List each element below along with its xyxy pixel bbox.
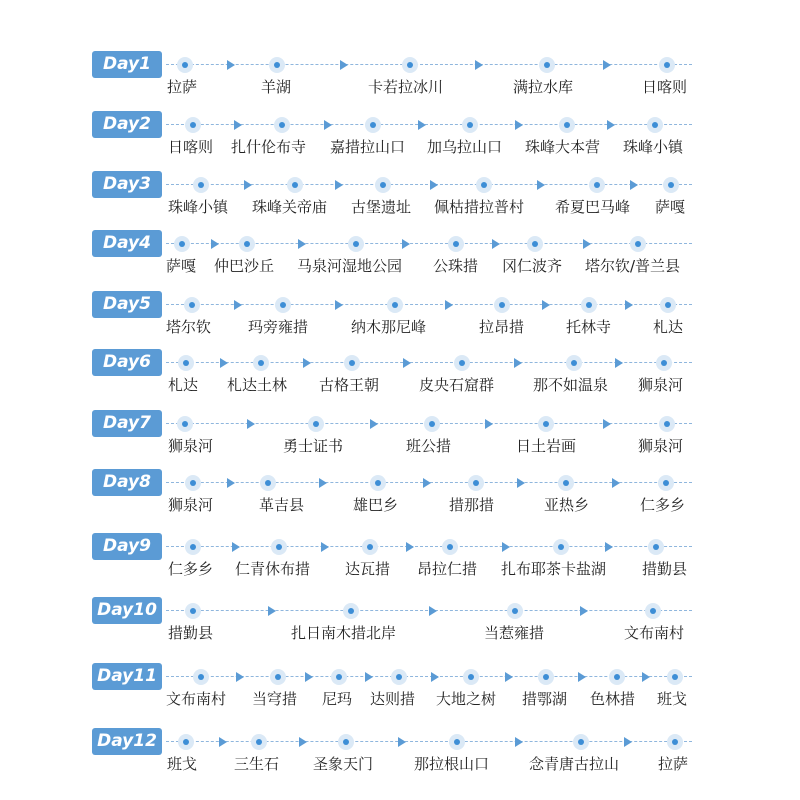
- route-arrow-icon: [398, 737, 406, 747]
- route-arrow-icon: [227, 60, 235, 70]
- stop-label: 措那措: [449, 496, 495, 514]
- stop-label: 塔尔钦: [166, 318, 212, 336]
- day-row-2: [0, 111, 800, 161]
- route-arrow-icon: [335, 180, 343, 190]
- stop-label: 念青唐古拉山: [529, 755, 620, 773]
- stop-label: 珠峰小镇: [168, 198, 229, 216]
- stop-marker-icon: [660, 297, 676, 313]
- day-row-7: [0, 410, 800, 460]
- stop-label: 圣象天门: [313, 755, 374, 773]
- day-row-6: [0, 349, 800, 399]
- route-arrow-icon: [475, 60, 483, 70]
- day-row-3: [0, 171, 800, 221]
- stop-label: 皮央石窟群: [419, 376, 495, 394]
- route-arrow-icon: [403, 358, 411, 368]
- route-arrow-icon: [612, 478, 620, 488]
- route-arrow-icon: [236, 672, 244, 682]
- stop-label: 革吉县: [259, 496, 305, 514]
- stop-label: 狮泉河: [638, 437, 684, 455]
- stop-label: 羊湖: [261, 78, 292, 96]
- stop-label: 仁多乡: [168, 560, 214, 578]
- route-arrow-icon: [423, 478, 431, 488]
- route-arrow-icon: [514, 358, 522, 368]
- route-arrow-icon: [485, 419, 493, 429]
- stop-marker-icon: [343, 603, 359, 619]
- day-badge: Day3: [92, 171, 162, 198]
- route-arrow-icon: [234, 300, 242, 310]
- route-arrow-icon: [517, 478, 525, 488]
- day-row-1: [0, 51, 800, 101]
- route-arrow-icon: [406, 542, 414, 552]
- day-row-11: [0, 663, 800, 713]
- stop-label: 雄巴乡: [353, 496, 399, 514]
- stop-marker-icon: [647, 117, 663, 133]
- stop-label: 色林措: [590, 690, 636, 708]
- route-arrow-icon: [244, 180, 252, 190]
- stop-label: 塔尔钦/普兰县: [585, 257, 681, 275]
- stop-marker-icon: [667, 734, 683, 750]
- stop-marker-icon: [274, 117, 290, 133]
- stop-marker-icon: [260, 475, 276, 491]
- stop-marker-icon: [362, 539, 378, 555]
- stop-label: 达则措: [370, 690, 416, 708]
- stop-marker-icon: [589, 177, 605, 193]
- stop-label: 勇士证书: [283, 437, 344, 455]
- day-row-10: [0, 597, 800, 647]
- stop-marker-icon: [558, 475, 574, 491]
- day-badge: Day8: [92, 469, 162, 496]
- stop-marker-icon: [178, 734, 194, 750]
- stop-label: 当穹措: [252, 690, 298, 708]
- stop-marker-icon: [566, 355, 582, 371]
- stop-label: 珠峰大本营: [525, 138, 601, 156]
- stop-label: 狮泉河: [638, 376, 684, 394]
- stop-label: 三生石: [234, 755, 280, 773]
- stop-label: 玛旁雍措: [248, 318, 309, 336]
- stop-marker-icon: [648, 539, 664, 555]
- stop-marker-icon: [667, 669, 683, 685]
- stop-marker-icon: [370, 475, 386, 491]
- route-arrow-icon: [220, 358, 228, 368]
- route-line: [166, 304, 692, 305]
- stop-marker-icon: [193, 669, 209, 685]
- stop-label: 班公措: [406, 437, 452, 455]
- stop-marker-icon: [630, 236, 646, 252]
- day-badge: Day1: [92, 51, 162, 78]
- route-arrow-icon: [583, 239, 591, 249]
- stop-label: 措鄂湖: [522, 690, 568, 708]
- stop-label: 尼玛: [322, 690, 353, 708]
- route-arrow-icon: [340, 60, 348, 70]
- stop-marker-icon: [581, 297, 597, 313]
- route-arrow-icon: [234, 120, 242, 130]
- stop-label: 加乌拉山口: [427, 138, 503, 156]
- day-row-5: [0, 291, 800, 341]
- stop-marker-icon: [375, 177, 391, 193]
- stop-label: 拉萨: [167, 78, 198, 96]
- stop-label: 札达: [168, 376, 199, 394]
- stop-marker-icon: [271, 539, 287, 555]
- stop-label: 当惹雍措: [484, 624, 545, 642]
- day-row-9: [0, 533, 800, 583]
- stop-label: 公珠措: [433, 257, 479, 275]
- route-line: [166, 546, 692, 547]
- stop-label: 札达: [653, 318, 684, 336]
- stop-marker-icon: [424, 416, 440, 432]
- stop-label: 嘉措拉山口: [330, 138, 406, 156]
- stop-marker-icon: [174, 236, 190, 252]
- day-row-8: [0, 469, 800, 519]
- route-arrow-icon: [247, 419, 255, 429]
- route-arrow-icon: [630, 180, 638, 190]
- route-line: [166, 362, 692, 363]
- stop-label: 达瓦措: [345, 560, 391, 578]
- stop-marker-icon: [656, 355, 672, 371]
- route-arrow-icon: [537, 180, 545, 190]
- route-arrow-icon: [268, 606, 276, 616]
- stop-label: 拉萨: [658, 755, 689, 773]
- stop-marker-icon: [344, 355, 360, 371]
- stop-marker-icon: [659, 57, 675, 73]
- stop-label: 托林寺: [566, 318, 612, 336]
- stop-marker-icon: [269, 57, 285, 73]
- day-badge: Day5: [92, 291, 162, 318]
- stop-label: 那拉根山口: [414, 755, 490, 773]
- route-arrow-icon: [429, 606, 437, 616]
- route-arrow-icon: [515, 737, 523, 747]
- stop-label: 亚热乡: [544, 496, 590, 514]
- stop-marker-icon: [308, 416, 324, 432]
- stop-marker-icon: [494, 297, 510, 313]
- route-line: [166, 741, 692, 742]
- route-arrow-icon: [319, 478, 327, 488]
- stop-marker-icon: [331, 669, 347, 685]
- stop-marker-icon: [251, 734, 267, 750]
- day-badge: Day11: [92, 663, 162, 690]
- day-row-4: [0, 230, 800, 280]
- route-arrow-icon: [624, 737, 632, 747]
- stop-marker-icon: [348, 236, 364, 252]
- stop-label: 卡若拉冰川: [368, 78, 444, 96]
- stop-marker-icon: [178, 355, 194, 371]
- stop-label: 珠峰小镇: [623, 138, 684, 156]
- stop-label: 珠峰关帝庙: [252, 198, 328, 216]
- stop-marker-icon: [193, 177, 209, 193]
- stop-marker-icon: [239, 236, 255, 252]
- route-arrow-icon: [227, 478, 235, 488]
- stop-marker-icon: [185, 117, 201, 133]
- stop-marker-icon: [270, 669, 286, 685]
- stop-marker-icon: [448, 236, 464, 252]
- route-arrow-icon: [603, 60, 611, 70]
- stop-label: 仁多乡: [640, 496, 686, 514]
- route-arrow-icon: [232, 542, 240, 552]
- stop-label: 狮泉河: [168, 437, 214, 455]
- stop-marker-icon: [185, 475, 201, 491]
- stop-label: 措勤县: [642, 560, 688, 578]
- route-arrow-icon: [431, 672, 439, 682]
- stop-marker-icon: [442, 539, 458, 555]
- stop-label: 班戈: [657, 690, 688, 708]
- route-arrow-icon: [299, 737, 307, 747]
- stop-marker-icon: [177, 416, 193, 432]
- route-arrow-icon: [505, 672, 513, 682]
- stop-marker-icon: [645, 603, 661, 619]
- stop-label: 日土岩画: [516, 437, 577, 455]
- route-arrow-icon: [402, 239, 410, 249]
- route-arrow-icon: [321, 542, 329, 552]
- stop-label: 希夏巴马峰: [555, 198, 631, 216]
- stop-marker-icon: [253, 355, 269, 371]
- route-line: [166, 64, 692, 65]
- stop-label: 仲巴沙丘: [214, 257, 275, 275]
- stop-label: 纳木那尼峰: [351, 318, 427, 336]
- stop-label: 马泉河湿地公园: [297, 257, 403, 275]
- day-row-12: [0, 728, 800, 778]
- route-arrow-icon: [578, 672, 586, 682]
- stop-marker-icon: [387, 297, 403, 313]
- day-badge: Day2: [92, 111, 162, 138]
- stop-marker-icon: [391, 669, 407, 685]
- stop-marker-icon: [454, 355, 470, 371]
- stop-marker-icon: [659, 416, 675, 432]
- day-badge: Day9: [92, 533, 162, 560]
- route-arrow-icon: [305, 672, 313, 682]
- stop-marker-icon: [658, 475, 674, 491]
- stop-label: 文布南村: [166, 690, 227, 708]
- stop-label: 萨嘎: [655, 198, 686, 216]
- stop-label: 仁青休布措: [235, 560, 311, 578]
- route-arrow-icon: [607, 120, 615, 130]
- stop-label: 班戈: [167, 755, 198, 773]
- stop-marker-icon: [553, 539, 569, 555]
- stop-label: 满拉水库: [513, 78, 574, 96]
- stop-marker-icon: [338, 734, 354, 750]
- stop-marker-icon: [184, 297, 200, 313]
- stop-marker-icon: [275, 297, 291, 313]
- stop-marker-icon: [609, 669, 625, 685]
- route-arrow-icon: [615, 358, 623, 368]
- route-arrow-icon: [430, 180, 438, 190]
- stop-label: 扎什伦布寺: [231, 138, 307, 156]
- route-arrow-icon: [298, 239, 306, 249]
- route-arrow-icon: [542, 300, 550, 310]
- route-arrow-icon: [502, 542, 510, 552]
- stop-label: 日喀则: [642, 78, 688, 96]
- stop-label: 拉昂措: [479, 318, 525, 336]
- day-badge: Day12: [92, 728, 162, 755]
- stop-label: 文布南村: [624, 624, 685, 642]
- stop-label: 扎布耶茶卡盐湖: [501, 560, 607, 578]
- day-badge: Day7: [92, 410, 162, 437]
- stop-marker-icon: [365, 117, 381, 133]
- stop-marker-icon: [538, 416, 554, 432]
- stop-marker-icon: [539, 57, 555, 73]
- route-arrow-icon: [445, 300, 453, 310]
- route-arrow-icon: [605, 542, 613, 552]
- stop-label: 扎日南木措北岸: [291, 624, 397, 642]
- stop-marker-icon: [663, 177, 679, 193]
- stop-label: 大地之树: [436, 690, 497, 708]
- stop-label: 措勤县: [168, 624, 214, 642]
- route-arrow-icon: [418, 120, 426, 130]
- route-arrow-icon: [324, 120, 332, 130]
- stop-label: 札达土林: [227, 376, 288, 394]
- route-arrow-icon: [303, 358, 311, 368]
- stop-marker-icon: [463, 669, 479, 685]
- stop-marker-icon: [527, 236, 543, 252]
- stop-marker-icon: [559, 117, 575, 133]
- route-arrow-icon: [211, 239, 219, 249]
- stop-marker-icon: [468, 475, 484, 491]
- stop-label: 日喀则: [168, 138, 214, 156]
- stop-marker-icon: [185, 603, 201, 619]
- route-arrow-icon: [492, 239, 500, 249]
- stop-label: 狮泉河: [168, 496, 214, 514]
- day-badge: Day6: [92, 349, 162, 376]
- route-arrow-icon: [580, 606, 588, 616]
- stop-marker-icon: [185, 539, 201, 555]
- stop-marker-icon: [462, 117, 478, 133]
- stop-label: 萨嘎: [166, 257, 197, 275]
- stop-marker-icon: [538, 669, 554, 685]
- day-badge: Day4: [92, 230, 162, 257]
- route-arrow-icon: [515, 120, 523, 130]
- stop-marker-icon: [573, 734, 589, 750]
- stop-marker-icon: [402, 57, 418, 73]
- stop-marker-icon: [449, 734, 465, 750]
- stop-label: 佩枯措拉普村: [434, 198, 525, 216]
- stop-marker-icon: [476, 177, 492, 193]
- route-arrow-icon: [370, 419, 378, 429]
- route-arrow-icon: [625, 300, 633, 310]
- route-arrow-icon: [603, 419, 611, 429]
- stop-label: 古格王朝: [319, 376, 380, 394]
- route-arrow-icon: [365, 672, 373, 682]
- stop-label: 冈仁波齐: [502, 257, 563, 275]
- stop-marker-icon: [177, 57, 193, 73]
- stop-label: 古堡遗址: [351, 198, 412, 216]
- stop-label: 昂拉仁措: [417, 560, 478, 578]
- route-arrow-icon: [219, 737, 227, 747]
- stop-marker-icon: [507, 603, 523, 619]
- day-badge: Day10: [92, 597, 162, 624]
- stop-marker-icon: [287, 177, 303, 193]
- route-arrow-icon: [335, 300, 343, 310]
- route-arrow-icon: [642, 672, 650, 682]
- stop-label: 那不如温泉: [533, 376, 609, 394]
